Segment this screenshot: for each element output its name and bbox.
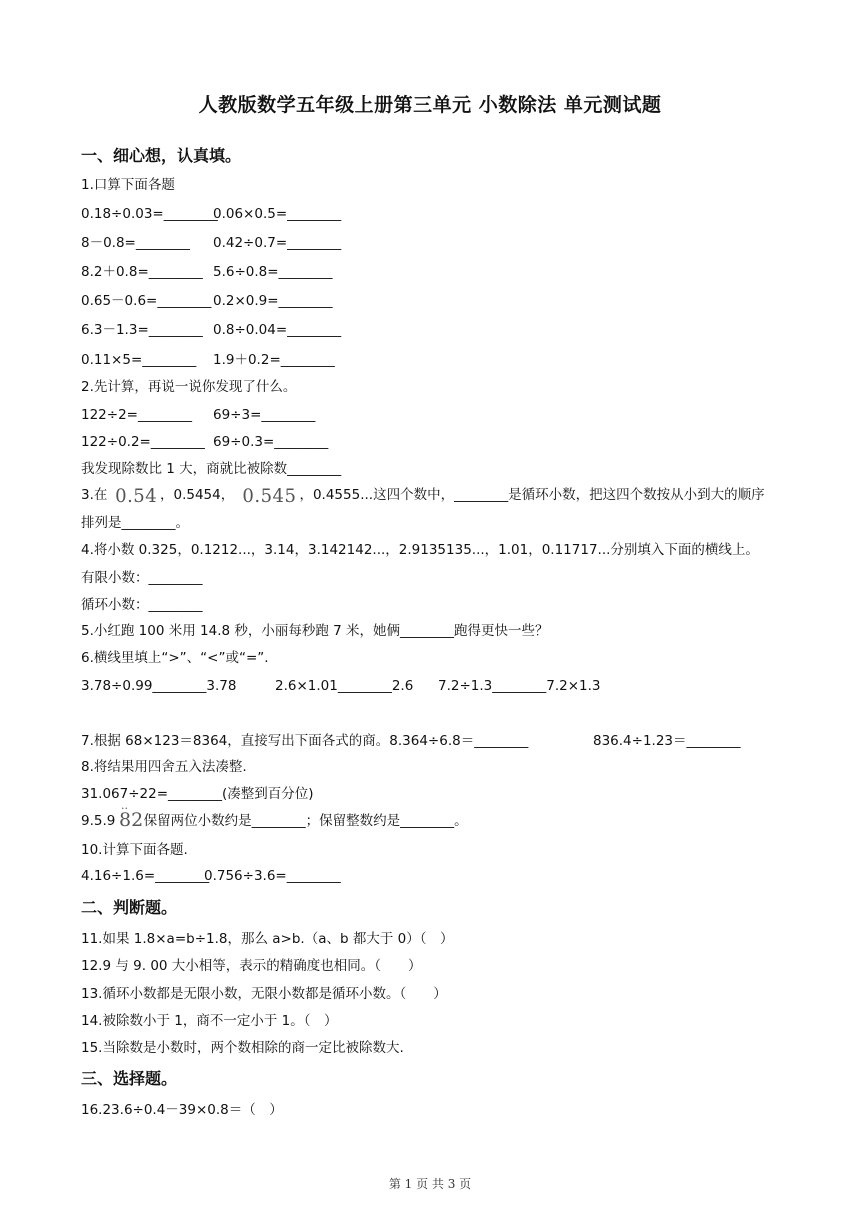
q3-text: ，0.4555...这四个数中，________是循环小数，把这四个数按从小到大的顺序 <box>299 487 765 503</box>
recurring-decimal-image: 0.54 <box>114 485 157 507</box>
judge-item: 11.如果 1.8×a=b÷1.8，那么 a>b.（a、b 都大于 0）（ ） <box>81 931 454 947</box>
q2-row <box>81 432 329 452</box>
judge-item: 15.当除数是小数时，两个数相除的商一定比被除数大. <box>81 1040 404 1056</box>
q6-row <box>81 676 601 696</box>
q2-item: 122÷2=________ <box>81 407 192 423</box>
q6-item: 7.2÷1.3________7.2×1.3 <box>438 678 601 694</box>
question-3 <box>81 485 765 506</box>
section-heading-judge: 二、判断题。 <box>81 898 178 917</box>
q1-item: 0.11×5=________ <box>81 352 197 368</box>
question-5: 5.小红跑 100 米用 14.8 秒，小丽每秒跑 7 米，她俩________跑得更快一些？ <box>81 623 549 639</box>
question-4-stem: 4.将小数 0.325，0.1212...，3.14，3.142142...，2.9135135...，1.01，0.11717...分别填入下面的横线上。 <box>81 542 759 558</box>
choice-item: 16.23.6÷0.4－39×0.8＝（ ） <box>81 1102 283 1118</box>
q7-second: 836.4÷1.23＝________ <box>593 733 741 749</box>
q1-item: 0.06×0.5=________ <box>213 206 342 222</box>
q2-item: 69÷0.3=________ <box>213 434 329 450</box>
question-10-stem: 10.计算下面各题. <box>81 842 188 858</box>
section-heading-fill: 一、细心想，认真填。 <box>81 146 242 165</box>
q1-row <box>81 204 342 224</box>
q6-item: 3.78÷0.99________3.78 <box>81 678 237 694</box>
q3-text: ，0.5454， <box>160 487 235 503</box>
question-8-stem: 8.将结果用四舍五入法凑整. <box>81 759 247 775</box>
q10-item: 0.756÷3.6=________ <box>204 868 341 884</box>
q1-row <box>81 233 342 253</box>
judge-item: 14.被除数小于 1，商不一定小于 1。（ ） <box>81 1013 338 1029</box>
question-7 <box>81 731 741 751</box>
judge-item: 12.9 与 9. 00 大小相等，表示的精确度也相同。（ ） <box>81 958 422 974</box>
q3-prefix: 3.在 <box>81 487 108 503</box>
q1-item: 1.9＋0.2=________ <box>213 352 335 368</box>
q10-item: 4.16÷1.6=________ <box>81 868 210 884</box>
q9-prefix: 9.5.9 <box>81 813 116 829</box>
q1-item: 6.3－1.3=________ <box>81 322 203 338</box>
q8-item: 31.067÷22=________(凑整到百分位) <box>81 786 314 802</box>
page-footer: 第 1 页 共 3 页 <box>388 1177 472 1191</box>
recurring-digits-image: 82 <box>119 809 144 831</box>
q2-item: 69÷3=________ <box>213 407 316 423</box>
q10-row <box>81 866 341 886</box>
q1-item: 5.6÷0.8=________ <box>213 264 333 280</box>
judge-item: 13.循环小数都是无限小数，无限小数都是循环小数。（ ） <box>81 986 447 1002</box>
q6-item: 2.6×1.01________2.6 <box>275 678 414 694</box>
q1-row <box>81 291 333 311</box>
q1-item: 8－0.8=________ <box>81 235 190 251</box>
q1-item: 0.2×0.9=________ <box>213 293 333 309</box>
page-title: 人教版数学五年级上册第三单元 小数除法 单元测试题 <box>198 94 662 116</box>
section-heading-choice: 三、选择题。 <box>81 1069 178 1088</box>
q7-stem: 7.根据 68×123＝8364，直接写出下面各式的商。8.364÷6.8＝________ <box>81 733 529 749</box>
q2-row <box>81 405 316 425</box>
q1-item: 0.42÷0.7=________ <box>213 235 342 251</box>
question-6-stem: 6.横线里填上“>”、“<”或“=”. <box>81 650 269 666</box>
q1-item: 0.18÷0.03=________ <box>81 206 218 222</box>
q1-item: 0.65－0.6=________ <box>81 293 212 309</box>
q2-item: 122÷0.2=________ <box>81 434 205 450</box>
q3-line2: 排列是________。 <box>81 515 189 531</box>
q2-conclusion: 我发现除数比 1 大，商就比被除数________ <box>81 461 342 477</box>
q1-row <box>81 262 333 282</box>
recurring-decimal-image: 0.545 <box>241 485 297 507</box>
q1-item: 0.8÷0.04=________ <box>213 322 342 338</box>
q1-item: 8.2＋0.8=________ <box>81 264 203 280</box>
q4-recurring: 循环小数：________ <box>81 597 203 613</box>
q4-finite: 有限小数：________ <box>81 570 203 586</box>
q9-text: 保留两位小数约是________；保留整数约是________。 <box>143 813 468 829</box>
question-1-stem: 1.口算下面各题 <box>81 177 175 193</box>
recurring-dot-image: .. <box>121 799 128 812</box>
question-2-stem: 2.先计算，再说一说你发现了什么。 <box>81 379 297 395</box>
q1-row <box>81 320 342 340</box>
q1-row <box>81 350 335 370</box>
